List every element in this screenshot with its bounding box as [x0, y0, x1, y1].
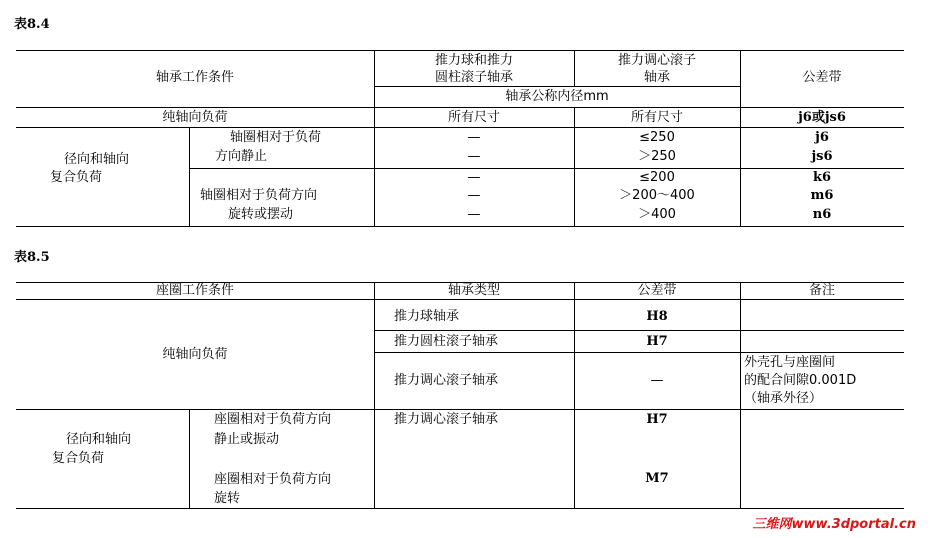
header-col1-line1: 推力球和推力	[434, 53, 513, 68]
combined2-tol2: M7	[645, 471, 669, 486]
header-col1-line2: 圆柱滚子轴承	[434, 70, 513, 85]
rotating-row1-col2: ≤200	[639, 170, 675, 185]
rule-v-sub	[189, 127, 190, 227]
header-col2-line2: 轴承	[643, 70, 670, 85]
combined2-label-line1: 径向和轴向	[66, 432, 132, 447]
rule-axial-bottom	[16, 127, 904, 128]
axial2-row3-tol: —	[650, 373, 664, 388]
axial2-row3-type: 推力调心滚子轴承	[394, 373, 499, 388]
axial2-row1-type: 推力球轴承	[394, 309, 460, 324]
rule-v3-2	[740, 282, 741, 509]
axial2-row3-note-line1: 外壳孔与座圈间	[744, 355, 836, 370]
header-condition: 轴承工作条件	[155, 70, 234, 85]
combined2-sub1-line1: 座圈相对于负荷方向	[214, 412, 332, 427]
rule-top	[16, 50, 904, 51]
header-col2-line1: 推力调心滚子	[617, 53, 696, 68]
static-row2-col1: —	[467, 149, 481, 164]
static-label-line2: 方向静止	[215, 149, 268, 164]
axial-condition: 纯轴向负荷	[162, 110, 228, 125]
rule-axial-bottom-2	[16, 409, 904, 410]
rule-bottom	[16, 226, 904, 227]
header-subheader: 轴承公称内径mm	[505, 89, 609, 104]
rotating-row3-col2: ＞400	[638, 207, 676, 222]
axial2-row3-note-line2: 的配合间隙0.001D	[744, 373, 857, 388]
axial-col1: 所有尺寸	[447, 110, 500, 125]
rule-row1-bottom	[374, 330, 904, 331]
header2-type: 轴承类型	[447, 283, 500, 298]
rotating-row3-col1: —	[467, 207, 481, 222]
combined2-label-line2: 复合负荷	[52, 451, 105, 466]
combined2-sub2-line1: 座圈相对于负荷方向	[214, 472, 332, 487]
header2-note: 备注	[808, 283, 835, 298]
combined2-tol1: H7	[646, 412, 668, 427]
rotating-row3-tol: n6	[812, 207, 832, 222]
static-row2-col2: ＞250	[638, 149, 676, 164]
combined-label-line1: 径向和轴向	[64, 152, 130, 167]
rotating-row1-col1: —	[467, 170, 481, 185]
combined2-sub1-line2: 静止或振动	[214, 432, 280, 447]
rule-header-bottom	[16, 107, 904, 108]
header2-tolerance: 公差带	[637, 283, 677, 298]
static-row1-col1: —	[467, 130, 481, 145]
static-row1-tol: j6	[815, 130, 829, 145]
static-label-line1: 轴圈相对于负荷	[230, 130, 322, 145]
rule-v-sub-2	[189, 409, 190, 509]
combined-label-line2: 复合负荷	[50, 170, 103, 185]
rotating-label-line2: 旋转或摆动	[228, 207, 294, 222]
rule-bottom-2	[16, 508, 904, 509]
rotating-label-line1: 轴圈相对于负荷方向	[200, 188, 318, 203]
axial-col2: 所有尺寸	[630, 110, 683, 125]
rotating-row1-tol: k6	[812, 170, 832, 185]
axial2-label: 纯轴向负荷	[162, 347, 228, 362]
rotating-row2-tol: m6	[810, 188, 834, 203]
watermark: 三维网www.3dportal.cn	[752, 517, 916, 532]
static-row2-tol: js6	[811, 149, 833, 164]
table-8-5-caption: 表8.5	[14, 250, 50, 265]
rule-row2-bottom	[374, 352, 904, 353]
combined2-type: 推力调心滚子轴承	[394, 412, 499, 427]
rotating-row2-col1: —	[467, 188, 481, 203]
rule-v1-2	[374, 282, 375, 509]
combined2-sub2-line2: 旋转	[214, 491, 241, 506]
axial2-row3-note-line3: （轴承外径）	[744, 391, 823, 406]
axial-tolerance: j6或js6	[798, 110, 846, 125]
table-8-4-caption: 表8.4	[14, 17, 50, 32]
axial2-row2-type: 推力圆柱滚子轴承	[394, 334, 499, 349]
static-row1-col2: ≤250	[639, 130, 675, 145]
header2-condition: 座圈工作条件	[155, 283, 234, 298]
header-tolerance: 公差带	[802, 70, 842, 85]
rotating-row2-col2: ＞200～400	[619, 188, 695, 203]
axial2-row2-tol: H7	[646, 334, 668, 349]
axial2-row1-tol: H8	[646, 309, 668, 324]
